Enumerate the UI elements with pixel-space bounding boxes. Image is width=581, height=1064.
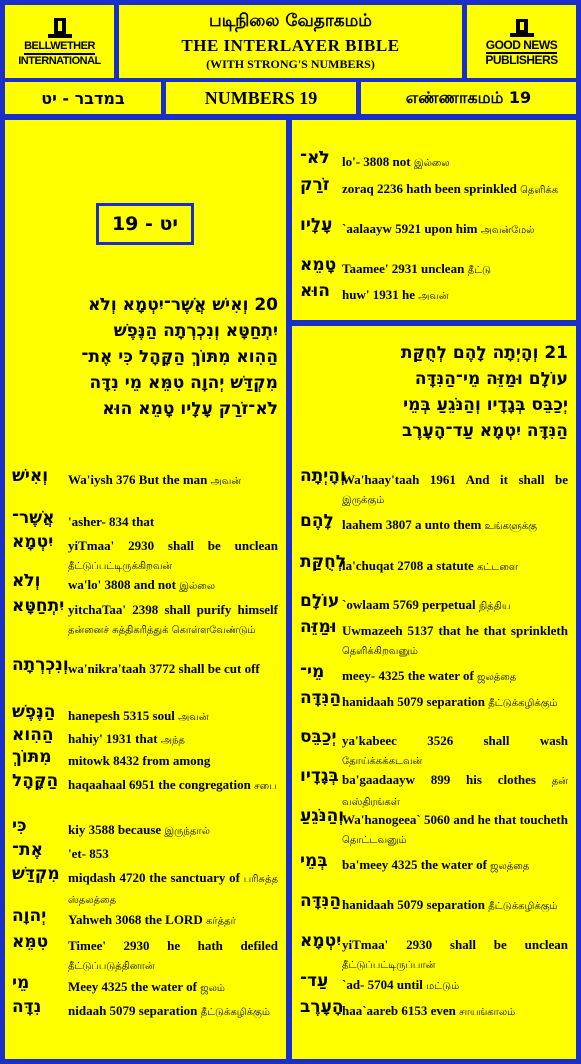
tamil-gloss: தெளிக்கிறவனும் [342, 646, 418, 657]
hebrew-word: הַנִּדָּה [300, 891, 342, 911]
word-entry [12, 702, 278, 727]
word-entry [300, 891, 568, 916]
title-subtitle: (WITH STRONG'S NUMBERS) [206, 57, 375, 71]
tamil-gloss: அவன்மேல் [480, 225, 535, 236]
english-gloss: Timee' 2930 he hath defiled [68, 938, 278, 953]
tamil-gloss: அந்த [160, 735, 185, 746]
tamil-gloss: ஜலத்தை [477, 672, 517, 683]
english-gloss: `owlaam 5769 perpetual [342, 597, 476, 612]
word-entry [12, 906, 278, 931]
tamil-gloss: தீட்டுக்கழிக்கும் [488, 901, 558, 912]
hebrew-word: יִתְחַטָּא [12, 596, 65, 616]
hebrew-word: הָעָרֶב [300, 997, 344, 1017]
tamil-gloss: மட்டும் [426, 981, 460, 992]
verse-line: יְכַבֵּס בְּגָדָיו וְהַנֹּגֵעַ בְּמֵי [403, 395, 568, 415]
english-gloss: zoraq 2236 hath been sprinkled [342, 181, 517, 196]
hebrew-word: הַנֶּפֶשׁ [12, 702, 56, 722]
tamil-gloss: இல்லை [179, 581, 216, 592]
word-entry [300, 591, 568, 616]
word-entry [300, 851, 568, 876]
hebrew-word: עַד־ [300, 971, 329, 991]
english-gloss: Wa'iysh 376 But the man [68, 472, 208, 487]
word-entry [12, 508, 278, 533]
hebrew-word: אֲשֶׁר־ [12, 508, 55, 528]
english-gloss: 'asher- 834 that [68, 514, 155, 529]
word-entry [12, 864, 278, 910]
english-gloss: Wa'hanogeea` 5060 and he that toucheth [342, 812, 568, 827]
verse-line: לֹא־זֹרַק עָלָיו טָמֵא הוּא [102, 399, 278, 419]
english-gloss: huw' 1931 he [342, 287, 415, 302]
verse-line: יִתְחַטָּא וְנִכְרְתָה הַנֶּפֶשׁ [113, 321, 278, 341]
word-entry [12, 997, 278, 1022]
hebrew-word: טִמֵּא [12, 932, 49, 952]
hebrew-word: טָמֵא [300, 255, 337, 275]
hebrew-word: וְאִישׁ [12, 466, 49, 486]
english-gloss: ya'kabeec 3526 shall wash [342, 733, 568, 748]
tamil-gloss: கர்த்தர் [205, 916, 236, 927]
right-word-list [300, 0, 568, 1064]
tamil-gloss: அவன் [418, 291, 449, 302]
word-entry [12, 571, 278, 596]
hebrew-word: בְּמֵי [300, 851, 328, 871]
word-entry [300, 971, 568, 996]
hebrew-word: יְכַבֵּס [300, 727, 337, 747]
english-gloss: yiTmaa' 2930 shall be unclean [68, 538, 278, 553]
word-entry [300, 997, 568, 1022]
english-gloss: `aalaayw 5921 upon him [342, 221, 478, 236]
english-gloss: haa`aareb 6153 even [342, 1003, 456, 1018]
english-gloss: Meey 4325 the water of [68, 979, 197, 994]
hebrew-word: וְהָיְתָה [300, 466, 346, 486]
english-gloss: ba'gaadaayw 899 his clothes [342, 772, 536, 787]
hebrew-word: עָלָיו [300, 215, 333, 235]
tamil-gloss: தீட்டுப்பட்டிருக்கிறவன் [68, 561, 173, 572]
hebrew-word: וְלֹא [12, 571, 41, 591]
verse-line: הַהִוא מִתּוֹךְ הַקָּהָל כִּי אֶת־ [81, 347, 278, 367]
logo-right-line2: PUBLISHERS [485, 52, 558, 67]
english-gloss: meey- 4325 the water of [342, 668, 474, 683]
tamil-gloss: தீட்டு [467, 265, 491, 276]
tamil-gloss: இருக்கும் [342, 495, 385, 506]
tamil-gloss: பரிசுத்த ஸ்தலத்தை [68, 874, 278, 906]
hebrew-word: וְהַנֹּגֵעַ [300, 806, 345, 826]
tamil-gloss: கட்டளை [477, 562, 518, 573]
english-gloss: kiy 3588 because [68, 822, 162, 837]
hebrew-word: כִּי [12, 816, 27, 836]
word-entry [12, 973, 278, 998]
logo-left-line2: INTERNATIONAL [18, 54, 101, 67]
verse-line: מִקְדַּשׁ יְהוָה טִמֵּא מֵי נִדָּה [89, 373, 278, 393]
word-entry [300, 931, 568, 975]
tamil-gloss: தீட்டுக்கழிக்கும் [200, 1007, 270, 1018]
verse-line: 20 וְאִישׁ אֲשֶׁר־יִטְמָא וְלֹא [88, 295, 278, 315]
hebrew-word: יִטְמָא [300, 931, 342, 951]
english-gloss: miqdash 4720 the sanctuary of [68, 870, 240, 885]
english-gloss: hanepesh 5315 soul [68, 708, 175, 723]
word-entry [12, 932, 278, 976]
word-entry [12, 655, 278, 680]
word-entry [12, 840, 278, 865]
verse-line: הַנִּדָּה יִטְמָא עַד־הָעָרֶב [401, 421, 568, 441]
hebrew-word: אֶת־ [12, 840, 44, 860]
tamil-gloss: நித்திய [478, 601, 511, 612]
word-entry [300, 727, 568, 771]
book-english: NUMBERS 19 [204, 87, 318, 108]
tamil-gloss: இல்லை [413, 158, 450, 169]
english-gloss: `ad- 5704 until [342, 977, 423, 992]
book-tamil: எண்ணாகமம் 19 [405, 87, 532, 107]
hebrew-word: הַקָּהָל [12, 771, 59, 791]
title-english: THE INTERLAYER BIBLE [181, 36, 400, 55]
hebrew-word: וְנִכְרְתָה [12, 655, 69, 675]
tamil-gloss: உங்களுக்கு [484, 521, 537, 532]
word-entry [300, 511, 568, 536]
verse-line: 21 וְהָיְתָה לָהֶם לְחֻקַּת [400, 343, 568, 363]
hebrew-word: יִטְמָא [12, 532, 54, 552]
logo-left-line1: BELLWETHER [24, 40, 95, 55]
chapter-label: יט - 19 [111, 213, 179, 235]
english-gloss: laahem 3807 a unto them [342, 517, 482, 532]
word-entry [300, 806, 568, 850]
word-entry [300, 466, 568, 510]
word-entry [12, 725, 278, 750]
word-entry [300, 617, 568, 661]
word-entry [12, 747, 278, 772]
tamil-gloss: அவன் [210, 476, 242, 487]
tamil-gloss: சபை [254, 781, 277, 792]
english-gloss: 'et- 853 [68, 846, 109, 861]
title-tamil: படிநிலை வேதாகமம் [209, 11, 372, 31]
tamil-gloss: சாயங்காலம் [459, 1007, 516, 1018]
verse-line: עוֹלָם וּמַזֵּה מֵי־הַנִּדָּה [414, 369, 568, 389]
hebrew-word: מִתּוֹךְ [12, 747, 52, 767]
english-gloss: yitchaTaa' 2398 shall purify himself [68, 602, 278, 617]
english-gloss: la'chuqat 2708 a statute [342, 558, 474, 573]
word-entry [12, 466, 278, 491]
hebrew-word: לָהֶם [300, 511, 334, 531]
tamil-gloss: அவன் [178, 712, 209, 723]
tamil-gloss: ஜலத்தை [490, 861, 530, 872]
word-entry [12, 816, 278, 841]
hebrew-word: הַנִּדָּה [300, 688, 342, 708]
tamil-gloss: தொட்டவனும் [342, 835, 407, 846]
tamil-gloss: தன்னைச் சுத்திகரித்துக் கொள்ளவேண்டும் [68, 625, 256, 636]
tamil-gloss: தீட்டுப்படுத்தினான் [68, 961, 155, 972]
english-gloss: wa'lo' 3808 and not [68, 577, 176, 592]
hebrew-word: זֹרַק [300, 175, 330, 195]
hebrew-word: יְהוָה [12, 906, 47, 926]
tamil-gloss: தீட்டுப்பட்டிருப்பான் [342, 960, 436, 971]
tamil-gloss: ஜலம் [200, 983, 225, 994]
hebrew-word: הַהִוא [12, 725, 54, 745]
word-entry [300, 688, 568, 713]
tamil-gloss: இருந்தால் [164, 826, 210, 837]
word-entry [12, 532, 278, 576]
english-gloss: haqaahaal 6951 the congregation [68, 777, 251, 792]
logo-right-line1: GOOD NEWS [485, 37, 558, 52]
hebrew-word: נִדָּה [12, 997, 42, 1017]
english-gloss: Yahweh 3068 the LORD [68, 912, 203, 927]
tamil-gloss: தோய்க்கக்கடவன் [342, 756, 423, 767]
tamil-gloss: தீட்டுக்கழிக்கும் [488, 698, 558, 709]
english-gloss: ba'meey 4325 the water of [342, 857, 487, 872]
hebrew-word: מֵי־ [300, 662, 325, 682]
left-word-list [12, 0, 278, 1064]
english-gloss: Taamee' 2931 unclean [342, 261, 465, 276]
hebrew-word: וּמַזֵּה [300, 617, 337, 637]
english-gloss: Wa'haay'taah 1961 And it shall be [342, 472, 568, 487]
english-gloss: Uwmazeeh 5137 that he that sprinkleth [342, 623, 568, 638]
book-hebrew: במדבר - יט [41, 88, 125, 108]
tamil-gloss: தெளிக்க [520, 185, 559, 196]
hebrew-word: לְחֻקַּת [300, 552, 347, 572]
english-gloss: hanidaah 5079 separation [342, 897, 486, 912]
english-gloss: wa'nikra'taah 3772 shall be cut off [68, 661, 260, 676]
english-gloss: hanidaah 5079 separation [342, 694, 486, 709]
word-entry [12, 596, 278, 640]
hebrew-word: לֹא־ [300, 148, 330, 168]
english-gloss: mitowk 8432 from among [68, 753, 211, 768]
word-entry [300, 662, 568, 687]
word-entry [300, 552, 568, 577]
hebrew-word: הוּא [300, 281, 330, 301]
english-gloss: yiTmaa' 2930 shall be unclean [342, 937, 568, 952]
english-gloss: hahiy' 1931 that [68, 731, 158, 746]
word-entry [12, 771, 278, 796]
hebrew-word: מֵי [12, 973, 30, 993]
hebrew-word: מִקְדַּשׁ [12, 864, 60, 884]
hebrew-word: בְּגָדָיו [300, 766, 339, 786]
english-gloss: lo'- 3808 not [342, 154, 411, 169]
english-gloss: nidaah 5079 separation [68, 1003, 198, 1018]
tamil-gloss: தன் வஸ்திரங்கள் [342, 776, 569, 808]
hebrew-word: עוֹלָם [300, 591, 340, 611]
